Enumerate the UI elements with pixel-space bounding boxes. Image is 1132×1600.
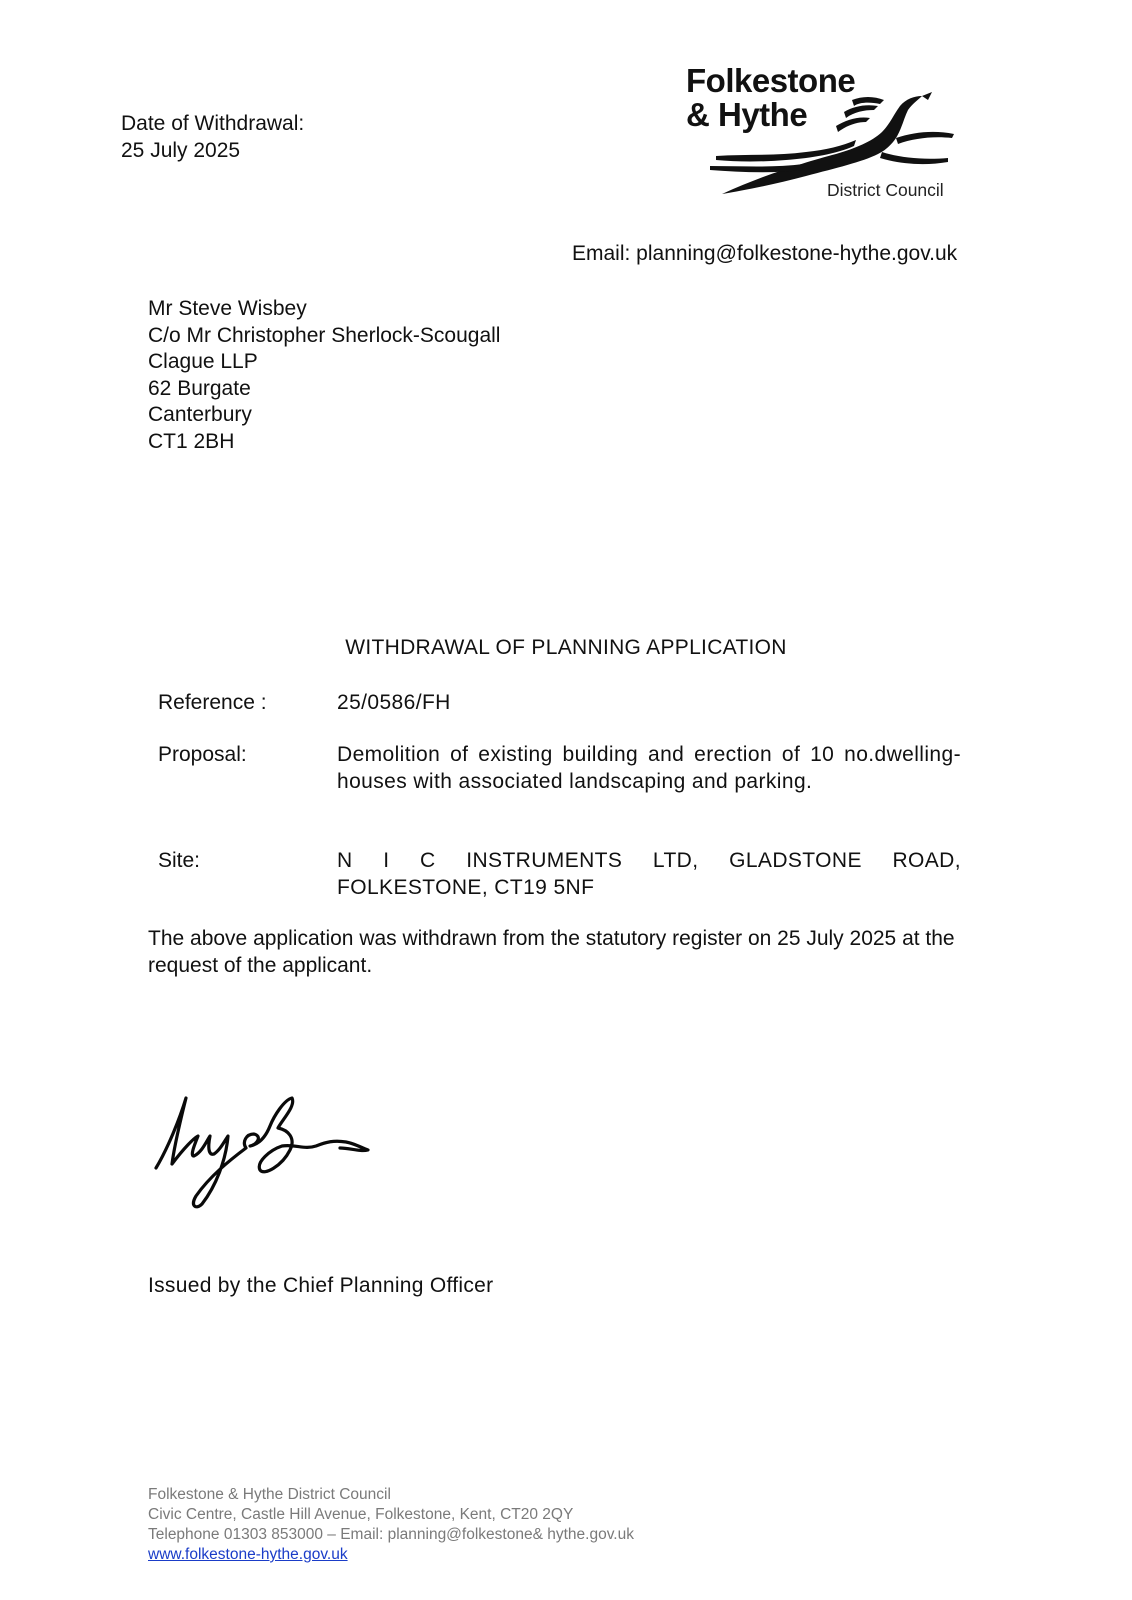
withdrawal-date-block (121, 110, 304, 164)
address-line: Mr Steve Wisbey (148, 297, 307, 320)
site-value: N I C INSTRUMENTS LTD, GLADSTONE ROAD, FOLKESTONE, CT19 5NF (337, 849, 961, 899)
proposal-label: Proposal: (158, 743, 247, 766)
recipient-address (148, 296, 500, 455)
notice-body: The above application was withdrawn from the statutory register on 25 July 2025 at the request of the applicant. (148, 927, 955, 977)
council-logo (686, 62, 968, 210)
footer (148, 1485, 634, 1565)
address-line: 62 Burgate (148, 376, 251, 400)
header-email: Email: planning@folkestone-hythe.gov.uk (572, 242, 958, 265)
reference-label: Reference : (158, 691, 267, 714)
signature-icon (150, 1090, 380, 1220)
address-line: Canterbury (148, 403, 252, 426)
logo-line-1: Folkestone (686, 62, 856, 99)
proposal-value: Demolition of existing building and erection of 10 no.dwelling-houses with associated landscaping and parking. (337, 743, 961, 793)
logo-line-3: District Council (827, 180, 944, 200)
footer-website-link[interactable]: www.folkestone-hythe.gov.uk (148, 1546, 348, 1563)
issued-by: Issued by the Chief Planning Officer (148, 1274, 494, 1297)
withdrawal-date-label: Date of Withdrawal: (121, 112, 305, 135)
footer-contact: Telephone 01303 853000 – Email: planning@folkestone& hythe.gov.uk (148, 1526, 634, 1543)
address-line: CT1 2BH (148, 429, 235, 453)
address-line: Clague LLP (148, 350, 258, 373)
reference-value: 25/0586/FH (337, 691, 451, 714)
address-line: C/o Mr Christopher Sherlock-Scougall (148, 323, 501, 347)
footer-address: Civic Centre, Castle Hill Avenue, Folkestone, Kent, CT20 2QY (148, 1506, 574, 1523)
withdrawal-date-value: 25 July 2025 (121, 139, 241, 162)
site-label: Site: (158, 849, 201, 872)
logo-line-2: & Hythe (686, 96, 808, 133)
footer-council-name: Folkestone & Hythe District Council (148, 1486, 391, 1503)
notice-title: WITHDRAWAL OF PLANNING APPLICATION (345, 636, 787, 659)
